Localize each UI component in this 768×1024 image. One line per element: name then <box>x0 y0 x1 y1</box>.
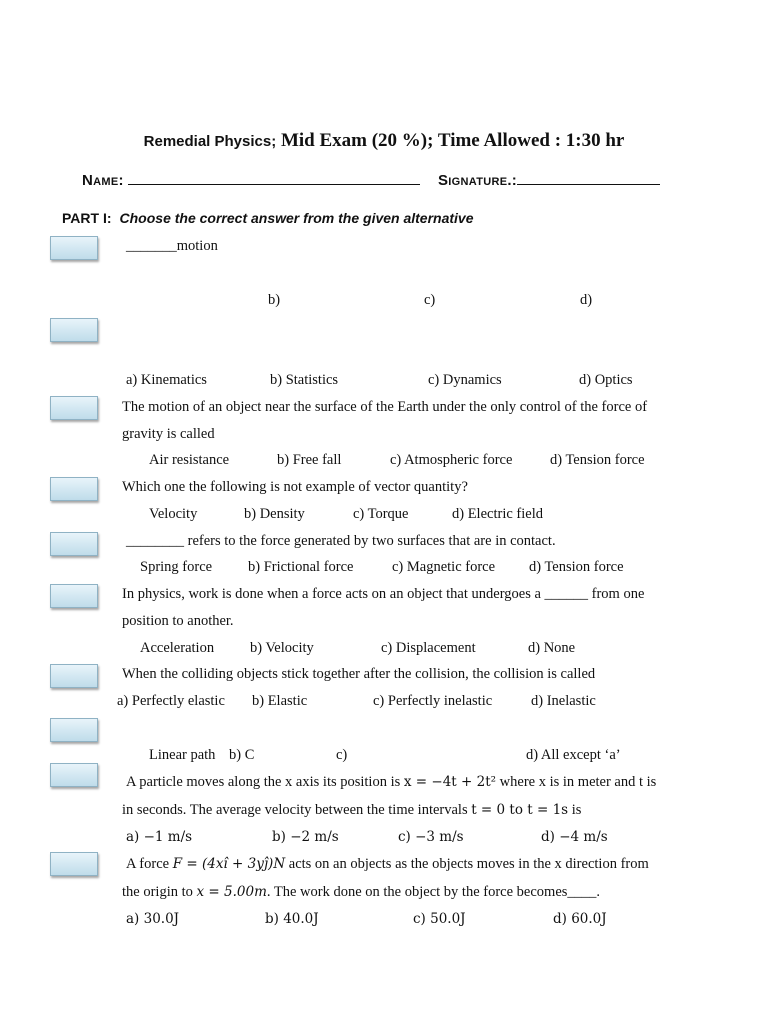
q10-stem-line1 <box>126 856 649 873</box>
q2-option-a: a) Kinematics <box>126 372 207 388</box>
q1-option-b: b) <box>268 292 281 308</box>
q3-option-b: b) Free fall <box>277 452 342 468</box>
q8-option-c: c) <box>336 747 348 763</box>
q2-option-b: b) Statistics <box>270 372 339 388</box>
q9-stem-line1 <box>126 774 656 791</box>
q1-option-c: c) <box>424 292 436 308</box>
signature-line <box>517 170 660 185</box>
q4-option-a: Velocity <box>149 506 198 522</box>
q9-stem1-post: where x is in meter and t is <box>496 774 657 790</box>
answer-box-9[interactable] <box>50 763 98 787</box>
answer-box-2[interactable] <box>50 318 98 342</box>
q8-option-a: Linear path <box>149 747 216 763</box>
q9-stem2-post: is <box>568 802 582 818</box>
answer-box-6[interactable] <box>50 584 98 608</box>
name-label: Name: <box>82 172 124 189</box>
q3-option-d: d) Tension force <box>550 452 645 468</box>
q6-option-d: d) None <box>528 640 576 656</box>
q5-option-d: d) Tension force <box>529 559 624 575</box>
name-field <box>82 170 420 189</box>
exam-title <box>0 130 768 152</box>
part-label: PART I: <box>62 210 112 226</box>
q1-option-d: d) <box>580 292 593 308</box>
q9-stem-line2 <box>122 802 581 819</box>
q10-stem2-post: . The work done on the object by the force becomes____. <box>266 884 601 900</box>
q9-stem2-pre: in seconds. The average velocity between the time intervals <box>122 802 472 818</box>
q10-option-a: a) 30.0J <box>126 911 180 927</box>
q10-distance: x = 5.00m <box>196 884 267 900</box>
q2-option-c: c) Dynamics <box>428 372 502 388</box>
q6-stem-line2: position to another. <box>122 613 234 629</box>
answer-box-3[interactable] <box>50 396 98 420</box>
q9-option-a: a) −1 m/s <box>126 829 193 845</box>
q10-option-d: d) 60.0J <box>553 911 607 927</box>
q6-option-a: Acceleration <box>140 640 215 656</box>
q5-option-c: c) Magnetic force <box>392 559 496 575</box>
answer-box-5[interactable] <box>50 532 98 556</box>
answer-box-7[interactable] <box>50 664 98 688</box>
q4-option-d: d) Electric field <box>452 506 543 522</box>
q4-stem: Which one the following is not example of vector quantity? <box>122 479 468 495</box>
q10-option-c: c) 50.0J <box>413 911 466 927</box>
q9-option-d: d) −4 m/s <box>541 829 608 845</box>
q7-option-a: a) Perfectly elastic <box>117 693 225 709</box>
part-heading <box>62 210 474 226</box>
q3-option-c: c) Atmospheric force <box>390 452 513 468</box>
q5-option-b: b) Frictional force <box>248 559 354 575</box>
q10-stem2-pre: the origin to <box>122 884 197 900</box>
q1-stem: _______motion <box>126 238 218 254</box>
q8-option-b: b) C <box>229 747 255 763</box>
q9-option-b: b) −2 m/s <box>272 829 339 845</box>
q8-option-d: d) All except ‘a’ <box>526 747 621 763</box>
q4-option-c: c) Torque <box>353 506 409 522</box>
q3-stem-line1: The motion of an object near the surface of the Earth under the only control of the force of <box>122 399 648 415</box>
q2-option-d: d) Optics <box>579 372 633 388</box>
q7-option-c: c) Perfectly inelastic <box>373 693 493 709</box>
q5-stem: ________ refers to the force generated by two surfaces that are in contact. <box>126 533 556 549</box>
q10-option-b: b) 40.0J <box>265 911 319 927</box>
title-subject: Remedial Physics; <box>143 133 277 150</box>
q4-option-b: b) Density <box>244 506 305 522</box>
q3-option-a: Air resistance <box>149 452 230 468</box>
q9-time-interval: t = 0 to t = 1s <box>471 802 569 818</box>
q7-option-d: d) Inelastic <box>531 693 596 709</box>
q10-stem1-pre: A force <box>126 856 173 872</box>
q9-option-c: c) −3 m/s <box>398 829 464 845</box>
q10-stem1-post: acts on an objects as the objects moves in the x direction from <box>285 856 649 872</box>
q7-stem: When the colliding objects stick together after the collision, the collision is called <box>122 666 596 682</box>
answer-box-8[interactable] <box>50 718 98 742</box>
q9-stem1-pre: A particle moves along the x axis its position is <box>126 774 404 790</box>
answer-box-1[interactable] <box>50 236 98 260</box>
q10-stem-line2 <box>122 884 600 901</box>
q9-position-equation: x = −4t + 2t² <box>403 774 497 790</box>
q6-option-b: b) Velocity <box>250 640 314 656</box>
q10-force-equation: F = (4xî + 3yĵ)N <box>172 856 286 872</box>
q6-stem-line1: In physics, work is done when a force acts on an object that undergoes a ______ from one <box>122 586 645 602</box>
answer-box-10[interactable] <box>50 852 98 876</box>
q3-stem-line2: gravity is called <box>122 426 215 442</box>
part-instruction: Choose the correct answer from the given alternative <box>119 210 474 226</box>
signature-field <box>438 170 660 189</box>
q5-option-a: Spring force <box>140 559 213 575</box>
q7-option-b: b) Elastic <box>252 693 308 709</box>
signature-label: Signature.: <box>438 172 518 189</box>
q6-option-c: c) Displacement <box>381 640 476 656</box>
title-details: Mid Exam (20 %); Time Allowed : 1:30 hr <box>276 130 625 151</box>
answer-box-4[interactable] <box>50 477 98 501</box>
name-line <box>128 170 420 185</box>
